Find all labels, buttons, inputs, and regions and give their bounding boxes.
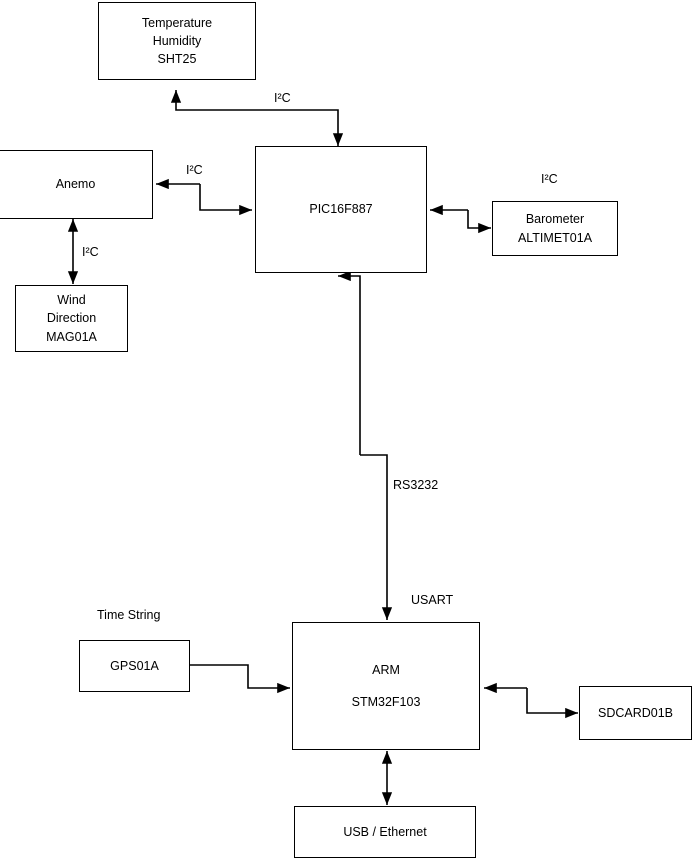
- edge-label-usart: USART: [411, 593, 454, 607]
- node-sht25-line-2: SHT25: [157, 52, 197, 67]
- node-pic16f887-line-0: PIC16F887: [309, 202, 373, 217]
- node-stm32f103: [292, 622, 480, 750]
- node-sdcard01b: [579, 686, 692, 740]
- node-barometer: [492, 201, 618, 256]
- node-gps01a: [79, 640, 190, 692]
- connector-arm-sdcard: [484, 688, 578, 713]
- node-stm32f103-line-0: ARM: [372, 662, 400, 677]
- label-time-string: Time String: [97, 608, 161, 622]
- node-sht25: [98, 2, 256, 80]
- node-sht25-line-0: Temperature: [141, 15, 213, 30]
- connector-gps-arm: [190, 665, 290, 688]
- node-stm32f103-line-1: STM32F103: [351, 695, 421, 709]
- node-mag01a: [15, 285, 128, 352]
- connector-pic-arm: [338, 276, 387, 620]
- node-mag01a-line-0: Wind: [57, 293, 86, 308]
- edge-label-i2c-mag01a: I²C: [82, 245, 99, 259]
- node-pic16f887: [255, 146, 427, 273]
- node-mag01a-line-2: MAG01A: [46, 329, 97, 344]
- node-anemo-line-0: Anemo: [55, 177, 96, 192]
- node-sdcard01b-line-0: SDCARD01B: [597, 705, 674, 720]
- edge-label-i2c-sht25: I²C: [274, 91, 291, 105]
- connector-anemo-pic: [156, 184, 252, 210]
- node-barometer-line-0: Barometer: [525, 212, 585, 227]
- node-usb-ethernet-line-0: USB / Ethernet: [343, 824, 427, 839]
- node-usb-ethernet: [294, 806, 476, 858]
- edge-label-i2c-barometer: I²C: [541, 172, 558, 186]
- edge-label-i2c-anemo: I²C: [186, 163, 203, 177]
- edge-label-rs3232: RS3232: [393, 478, 439, 492]
- node-gps01a-line-0: GPS01A: [110, 658, 159, 673]
- node-barometer-line-1: ALTIMET01A: [517, 230, 593, 245]
- node-mag01a-line-1: Direction: [46, 311, 97, 326]
- connector-pic-barometer: [430, 210, 491, 228]
- node-anemo: [0, 150, 153, 219]
- connector-pic-to-sht25: [176, 90, 338, 146]
- node-sht25-line-1: Humidity: [152, 33, 202, 48]
